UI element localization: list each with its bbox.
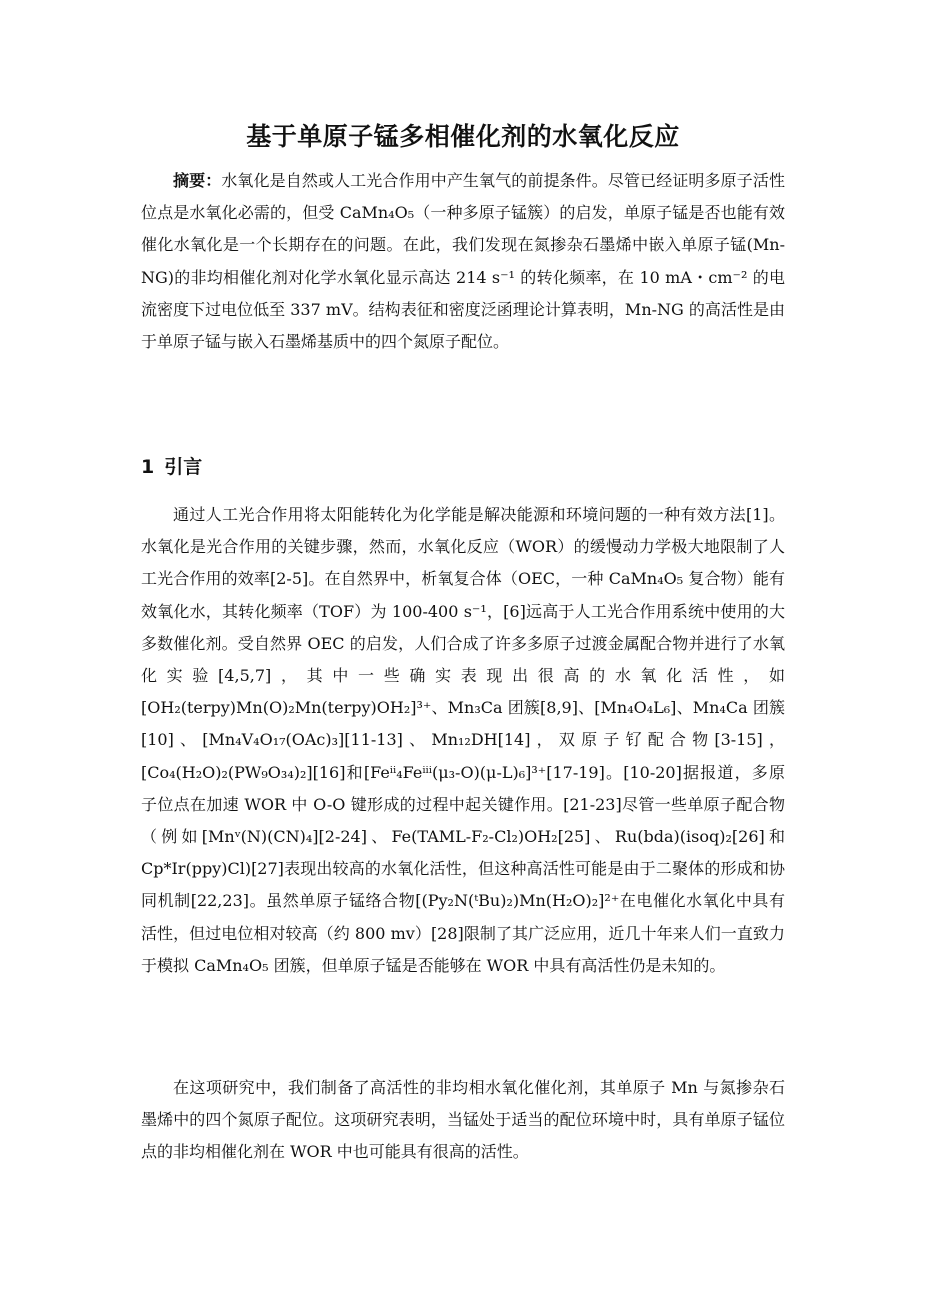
intro-paragraph-2: 在这项研究中，我们制备了高活性的非均相水氧化催化剂，其单原子 Mn 与氮掺杂石墨烯中的四个氮原子配位。这项研究表明，当锰处于适当的配位环境中时，具有单原子锰位点的非均相催化剂在 WOR 中也可能具有很高的活性。 xyxy=(141,1078,785,1162)
abstract-text: 水氧化是自然或人工光合作用中产生氧气的前提条件。尽管已经证明多原子活性位点是水氧化必需的，但受 CaMn₄O₅（一种多原子锰簇）的启发，单原子锰是否也能有效催化水氧化是一个长期存在的问题。在此，我们发现在氮掺杂石墨烯中嵌入单原子锰(Mn-NG)的非均相催化剂对化学水氧化显示高达 214 s⁻¹ 的转化频率，在 10 mA・cm⁻² 的电流密度下过电位低至 337 mV。结构表征和密度泛函理论计算表明，Mn-NG 的高活性是由于单原子锰与嵌入石墨烯基质中的四个氮原子配位。 xyxy=(141,171,785,352)
abstract xyxy=(141,165,785,358)
section-title: 引言 xyxy=(164,456,203,478)
paper-title: 基于单原子锰多相催化剂的水氧化反应 xyxy=(246,122,680,151)
section-number: 1 xyxy=(141,456,155,478)
abstract-colon: ： xyxy=(205,171,222,190)
abstract-label: 摘要 xyxy=(173,171,206,190)
section-heading xyxy=(141,452,202,479)
intro-paragraph-1: 通过人工光合作用将太阳能转化为化学能是解决能源和环境问题的一种有效方法[1]。水氧化是光合作用的关键步骤，然而，水氧化反应（WOR）的缓慢动力学极大地限制了人工光合作用的效率[2-5]。在自然界中，析氧复合体（OEC，一种 CaMn₄O₅ 复合物）能有效氧化水，其转化频率（TOF）为 100-400 s⁻¹，[6]远高于人工光合作用系统中使用的大多数催化剂。受自然界 OEC 的启发，人们合成了许多多原子过渡金属配合物并进行了水氧化实验[4,5,7]，其中一些确实表现出很高的水氧化活性，如 [OH₂(terpy)Mn(O)₂Mn(terpy)OH₂]³⁺、Mn₃Ca 团簇[8,9]、[Mn₄O₄L₆]、Mn₄Ca 团簇[10]、[Mn₄V₄O₁₇(OAc)₃][11-13]、Mn₁₂DH[14]，双原子钌配合物[3-15]，[Co₄(H₂O)₂(PW₉O₃₄)₂][16]和[Feⁱⁱ₄Feⁱⁱⁱ(μ₃-O)(μ-L)₆]³⁺[17-19]。[10-20]据报道，多原子位点在加速 WOR 中 O-O 键形成的过程中起关键作用。[21-23]尽管一些单原子配合物（例如[Mnᵛ(N)(CN)₄][2-24]、Fe(TAML-F₂-Cl₂)OH₂[25]、Ru(bda)(isoq)₂[26]和 Cp*Ir(ppy)Cl)[27]表现出较高的水氧化活性，但这种高活性可能是由于二聚体的形成和协同机制[22,23]。虽然单原子锰络合物[(Py₂N(ᵗBu)₂)Mn(H₂O)₂]²⁺在电催化水氧化中具有活性，但过电位相对较高（约 800 mv）[28]限制了其广泛应用，近几十年来人们一直致力于模拟 CaMn₄O₅ 团簇，但单原子锰是否能够在 WOR 中具有高活性仍是未知的。 xyxy=(141,505,785,975)
